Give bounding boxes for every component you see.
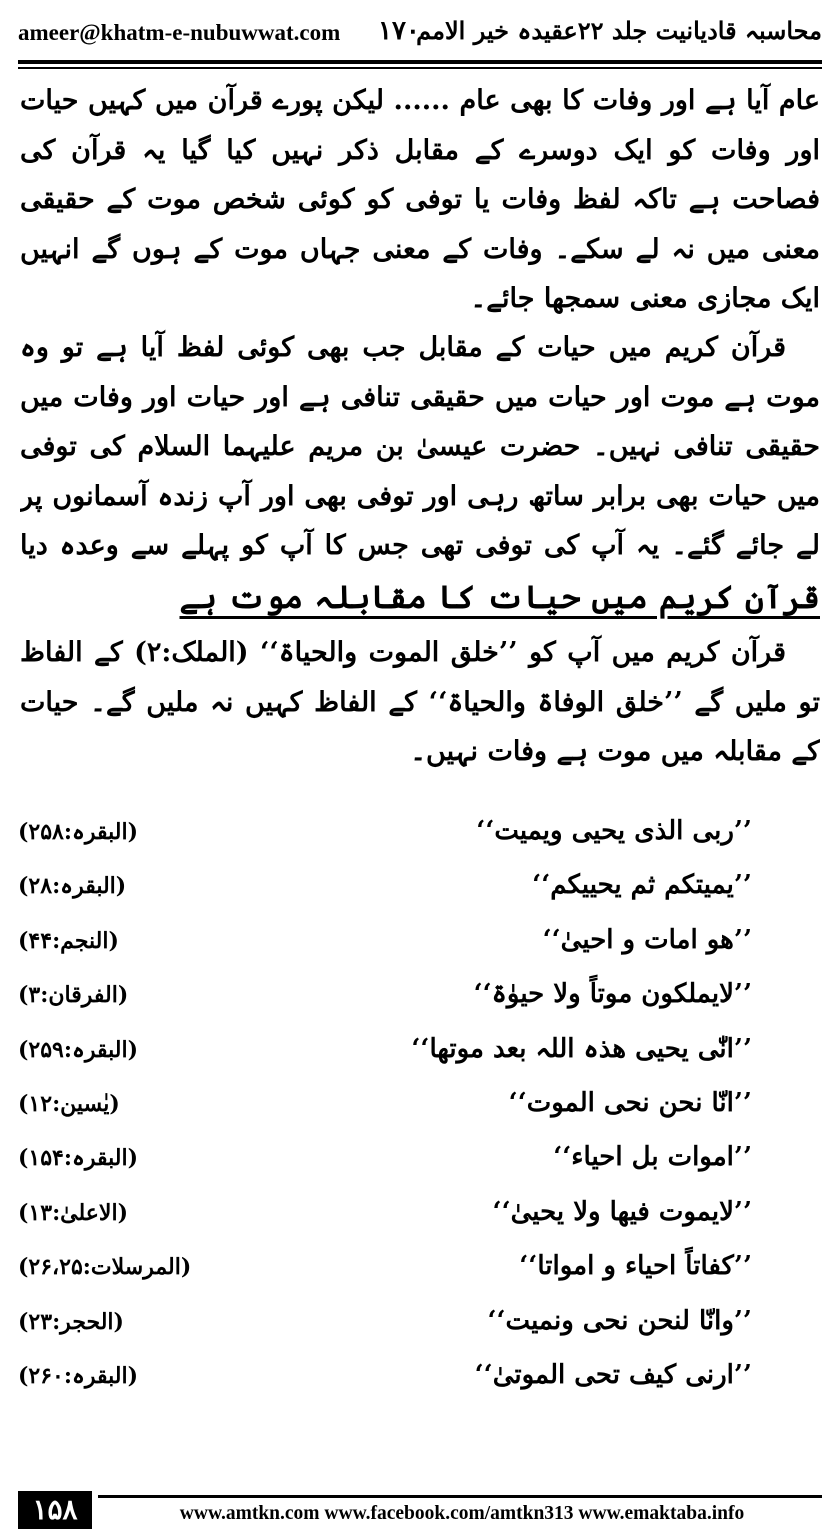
verse-row (18, 1191, 822, 1245)
verse-row (18, 864, 822, 918)
verse-row (18, 1300, 822, 1354)
page-header (18, 14, 822, 54)
verse-text: ’’لایملکون موتاً ولا حیوٰۃ‘‘ (473, 979, 752, 1010)
footer-rule (98, 1495, 822, 1498)
header-rule-thin (18, 67, 822, 69)
verse-row (18, 1082, 822, 1136)
page-footer (18, 1491, 822, 1531)
header-rule-thick (18, 60, 822, 64)
verse-text: ’’ھو امات و احییٰ‘‘ (542, 924, 752, 955)
verse-text: ’’وانّا لنحن نحی ونمیت‘‘ (487, 1305, 752, 1336)
verse-row (18, 1354, 822, 1408)
verse-text: ’’اموات بل احیاء‘‘ (553, 1142, 752, 1173)
verse-reference: (البقرہ:۲۵۸) (18, 819, 139, 845)
verse-text: ’’ربی الذی یحیی ویمیت‘‘ (476, 816, 752, 846)
header-email: ameer@khatm-e-nubuwwat.com (18, 20, 341, 45)
verse-reference: (المرسلات:۲۶،۲۵) (18, 1254, 192, 1281)
main-text (20, 76, 820, 778)
header-page-number: ۱۷۰ (378, 16, 420, 46)
verse-row (18, 1136, 822, 1190)
verse-list (18, 810, 822, 1408)
verse-reference: (البقرہ:۱۵۴) (18, 1145, 139, 1172)
paragraph-3: قرآن کریم میں آپ کو ’’خلق الموت والحیاۃ‘‘ (الملک:۲) کے الفاظ تو ملیں گے ’’خلق الوفاۃ والحیاۃ‘‘ کے الفاظ کہیں نہ ملیں گے۔ حیات کے مقابلہ میں موت ہے وفات نہیں۔ (20, 637, 820, 767)
verse-reference: (الحجر:۲۳) (18, 1308, 124, 1335)
verse-text: ’’یمیتکم ثم یحییکم‘‘ (532, 870, 752, 901)
verse-reference: (البقرہ:۲۸) (18, 873, 127, 900)
verse-text: ’’کفاتاً احیاء و امواتا‘‘ (519, 1251, 752, 1282)
verse-text: ’’ارنی کیف تحی الموتیٰ‘‘ (474, 1359, 752, 1390)
verse-row (18, 810, 822, 864)
verse-reference: (البقرہ:۲۶۰) (18, 1362, 139, 1389)
verse-reference: (النجم:۴۴) (18, 927, 119, 954)
footer-page-number: ۱۵۸ (18, 1491, 92, 1529)
header-book-title: محاسبہ قادیانیت جلد ۲۲عقیدہ خیر الامم (416, 16, 822, 45)
footer-links: www.amtkn.com www.facebook.com/amtkn313 www.emaktaba.info (179, 1503, 745, 1524)
verse-row (18, 1245, 822, 1299)
verse-text: ’’انّٰی یحیی ھذہ اللہ بعد موتھا‘‘ (411, 1033, 752, 1064)
verse-text: ’’لایموت فیھا ولا یحییٰ‘‘ (492, 1196, 752, 1227)
verse-reference: (الاعلیٰ:۱۳) (18, 1199, 128, 1226)
verse-reference: (یٰسین:۱۲) (18, 1090, 120, 1117)
verse-row (18, 973, 822, 1027)
verse-text: ’’انّا نحن نحی الموت‘‘ (508, 1087, 752, 1118)
section-heading-text: قرآن کریم میں حیات کا مقابلہ موت ہے (179, 578, 820, 616)
verse-reference: (الفرقان:۳) (18, 982, 129, 1009)
verse-row (18, 919, 822, 973)
verse-reference: (البقرہ:۲۵۹) (18, 1036, 139, 1063)
paragraph-2: قرآن کریم میں حیات کے مقابل جب بھی کوئی لفظ آیا ہے تو وہ موت ہے موت اور حیات میں حقیقی تنافی ہے اور حیات اور وفات میں حقیقی تنافی نہیں۔ حضرت عیسیٰ بن مریم علیہما السلام کی توفی میں حیات بھی برابر ساتھ رہی اور توفی بھی اور آپ زندہ آسمانوں پر لے جائے گئے۔ یہ آپ کی توفی تھی جس کا آپ کو پہلے سے وعدہ دیا (20, 332, 820, 561)
verse-row (18, 1028, 822, 1082)
paragraph-1: عام آیا ہے اور وفات کا بھی عام ...... لیکن پورے قرآن میں کہیں حیات اور وفات کو ایک دوسرے کے مقابل ذکر نہیں کیا گیا یہ قرآن کی فصاحت ہے تاکہ لفظ وفات یا توفی کو کوئی شخص موت کے حقیقی معنی میں نہ لے سکے۔ وفات کے معنی جہاں موت کے ہوں گے انہیں ایک مجازی معنی سمجھا جائے۔ (20, 85, 820, 314)
section-heading (20, 570, 820, 628)
